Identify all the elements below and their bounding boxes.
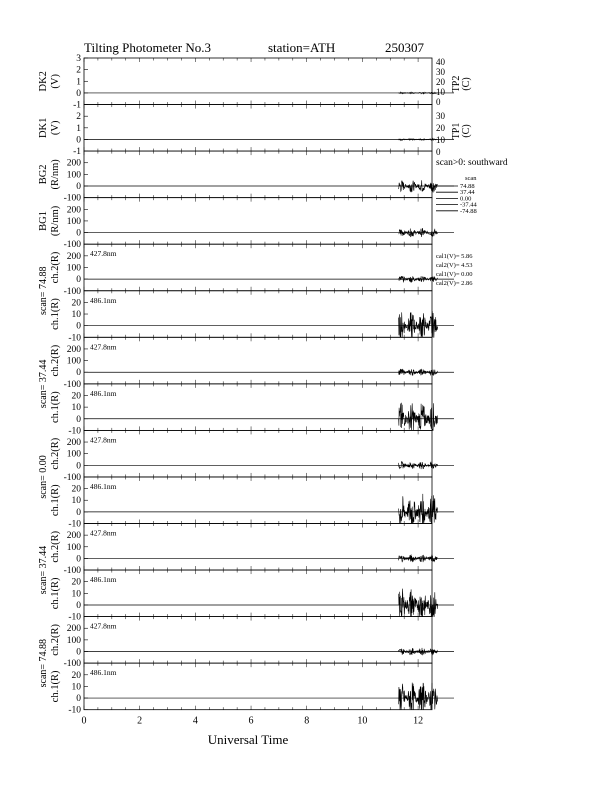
scan-group-label: scan= 37.44: [38, 545, 49, 595]
y-axis-label: ch.2(R): [50, 437, 61, 470]
wavelength-label: 486.1nm: [90, 668, 117, 678]
y-tick-label: 0: [76, 600, 81, 611]
y-axis-label: DK2: [38, 71, 49, 92]
y-axis-unit: (V): [50, 73, 61, 89]
y-axis-label: DK1: [38, 117, 49, 139]
tp2-label: TP2: [451, 75, 462, 93]
y-axis-label: ch.1(R): [50, 577, 61, 610]
y-tick-label: 0: [76, 461, 81, 472]
y-axis-label: ch.2(R): [50, 623, 61, 656]
x-tick-label: 10: [357, 715, 368, 727]
wavelength-label: 427.8nm: [90, 249, 117, 259]
panel-frame: [84, 430, 432, 477]
y-tick-label: -100: [63, 379, 81, 390]
scan-legend-value: 0.00: [460, 195, 472, 203]
x-axis: [82, 716, 424, 727]
tp1-tick-label: 0: [436, 147, 441, 157]
y-axis-unit: (R/nm): [50, 159, 61, 190]
x-tick-label: 4: [192, 715, 198, 727]
y-tick-label: 200: [66, 344, 81, 355]
y-tick-label: -100: [63, 566, 81, 577]
scan-legend-value: 74.88: [460, 183, 475, 190]
y-tick-label: 1: [76, 77, 81, 88]
y-tick-label: 0: [76, 321, 81, 332]
y-axis-label: ch.2(R): [50, 344, 61, 377]
panel-frame: [84, 58, 432, 105]
y-tick-label: -10: [68, 705, 81, 716]
y-axis-label: ch.1(R): [50, 391, 61, 424]
y-tick-label: 100: [66, 542, 81, 553]
panel-frame: [84, 570, 432, 617]
y-axis-label: ch.1(R): [50, 484, 61, 517]
y-tick-label: 0: [76, 368, 81, 379]
tp1-unit: (C): [461, 124, 472, 138]
y-tick-label: 10: [71, 589, 81, 600]
y-tick-label: 0: [76, 647, 81, 658]
cal-value: cal1(V)= 0.00: [436, 271, 473, 278]
y-tick-label: 0: [76, 275, 81, 286]
y-axis-label: ch.1(R): [50, 670, 61, 703]
cal-value: cal1(V)= 5.86: [436, 253, 473, 260]
y-tick-label: 3: [76, 54, 81, 64]
y-tick-label: 0: [76, 554, 81, 565]
y-tick-label: -10: [68, 426, 81, 437]
y-tick-label: 0: [76, 135, 81, 146]
scan-legend-header: scan: [465, 175, 477, 182]
y-axis-label: ch.2(R): [50, 530, 61, 563]
y-tick-label: 2: [76, 112, 81, 123]
y-axis-unit: (R/nm): [50, 205, 61, 237]
tp2-unit: (C): [461, 77, 472, 91]
scan-legend-value: -37.44: [460, 201, 477, 209]
tp2-tick-label: 20: [436, 77, 445, 87]
panel-frame: [84, 384, 432, 431]
y-tick-label: 100: [66, 170, 81, 181]
y-tick-label: 20: [71, 577, 81, 588]
y-tick-label: 200: [66, 438, 81, 449]
y-tick-label: 0: [76, 414, 81, 425]
y-tick-label: -10: [68, 333, 81, 344]
y-tick-label: 10: [71, 682, 81, 693]
y-tick-label: -10: [68, 612, 81, 623]
wavelength-label: 486.1nm: [90, 295, 117, 305]
y-tick-label: -100: [63, 659, 81, 670]
y-tick-label: 0: [76, 182, 81, 193]
scan-group-label: scan= 74.88: [38, 638, 49, 688]
y-tick-label: 20: [71, 484, 81, 495]
y-tick-label: 1: [76, 123, 81, 134]
scan-group-label: scan= 0.00: [38, 455, 49, 499]
y-axis-label: BG1: [38, 211, 49, 231]
tp1-label: TP1: [451, 122, 462, 140]
y-tick-label: 20: [71, 670, 81, 681]
wavelength-label: 427.8nm: [90, 528, 117, 538]
chart-title: Tilting Photometer No.3: [84, 40, 212, 55]
x-tick-label: 12: [413, 715, 424, 727]
right-panel: [436, 57, 508, 287]
scan-group-label: scan= 37.44: [38, 359, 49, 409]
panel-frame: [84, 291, 432, 338]
tp2-tick-label: 30: [436, 67, 445, 77]
y-tick-label: -100: [63, 193, 81, 204]
y-tick-label: 2: [76, 65, 81, 76]
y-tick-label: 10: [71, 310, 81, 321]
y-tick-label: 0: [76, 88, 81, 99]
wavelength-label: 427.8nm: [90, 435, 117, 445]
panel-frame: [84, 524, 432, 571]
scan-group-label: scan= 74.88: [38, 266, 49, 315]
panel-frame: [84, 198, 432, 245]
tp1-tick-label: 20: [436, 123, 445, 133]
panel-frame: [84, 244, 432, 291]
wavelength-label: 486.1nm: [90, 481, 117, 491]
scan-note: scan>0: southward: [436, 158, 508, 168]
y-tick-label: 20: [71, 391, 81, 402]
date-label: 250307: [385, 40, 424, 55]
tp2-tick-label: 0: [436, 97, 441, 107]
y-tick-label: -1: [73, 147, 81, 158]
y-tick-label: 100: [66, 263, 81, 274]
y-axis-label: ch.2(R): [50, 251, 61, 284]
y-tick-label: 20: [71, 298, 81, 309]
panel-frame: [84, 105, 432, 152]
y-axis-label: BG2: [38, 164, 49, 185]
y-tick-label: 0: [76, 228, 81, 239]
y-tick-label: -100: [63, 286, 81, 297]
x-axis-title: Universal Time: [207, 732, 289, 747]
y-axis-unit: (V): [50, 120, 61, 136]
tp1-tick-label: 30: [436, 111, 445, 121]
wavelength-label: 427.8nm: [90, 621, 117, 631]
x-tick-label: 2: [137, 715, 143, 727]
panel-frame: [84, 477, 432, 524]
y-tick-label: 200: [66, 251, 81, 262]
y-tick-label: 100: [66, 635, 81, 646]
y-axis-label: ch.1(R): [50, 298, 61, 330]
scan-legend-value: 37.44: [460, 189, 475, 197]
x-tick-label: 8: [304, 715, 310, 727]
y-tick-label: 200: [66, 205, 81, 216]
y-tick-label: 100: [66, 449, 81, 460]
tp2-tick-label: 10: [436, 87, 445, 97]
panel-frame: [84, 337, 432, 384]
station-label: station=ATH: [268, 40, 336, 55]
y-tick-label: -10: [68, 519, 81, 530]
y-tick-label: 10: [71, 403, 81, 414]
y-tick-label: 100: [66, 356, 81, 367]
y-tick-label: 200: [66, 531, 81, 542]
cal-value: cal2(V)= 4.53: [436, 262, 473, 269]
y-tick-label: 10: [71, 496, 81, 507]
wavelength-label: 427.8nm: [90, 342, 117, 352]
tp2-tick-label: 40: [436, 57, 445, 67]
tp1-tick-label: 10: [436, 135, 445, 145]
panel-frame: [84, 151, 432, 198]
wavelength-label: 486.1nm: [90, 388, 117, 398]
y-tick-label: 200: [66, 624, 81, 635]
y-tick-label: 0: [76, 694, 81, 705]
wavelength-label: 486.1nm: [90, 575, 117, 585]
scan-legend-value: -74.88: [460, 207, 477, 215]
cal-value: cal2(V)= 2.86: [436, 280, 473, 287]
y-tick-label: -100: [63, 240, 81, 251]
y-tick-label: 0: [76, 507, 81, 518]
panel-frame: [84, 663, 432, 710]
y-tick-label: -1: [73, 100, 81, 111]
panel-frame: [84, 617, 432, 664]
y-tick-label: 200: [66, 158, 81, 169]
y-tick-label: -100: [63, 472, 81, 483]
panels-group: [38, 54, 454, 716]
x-tick-label: 0: [81, 715, 87, 727]
x-tick-label: 6: [248, 715, 254, 727]
y-tick-label: 100: [66, 216, 81, 227]
